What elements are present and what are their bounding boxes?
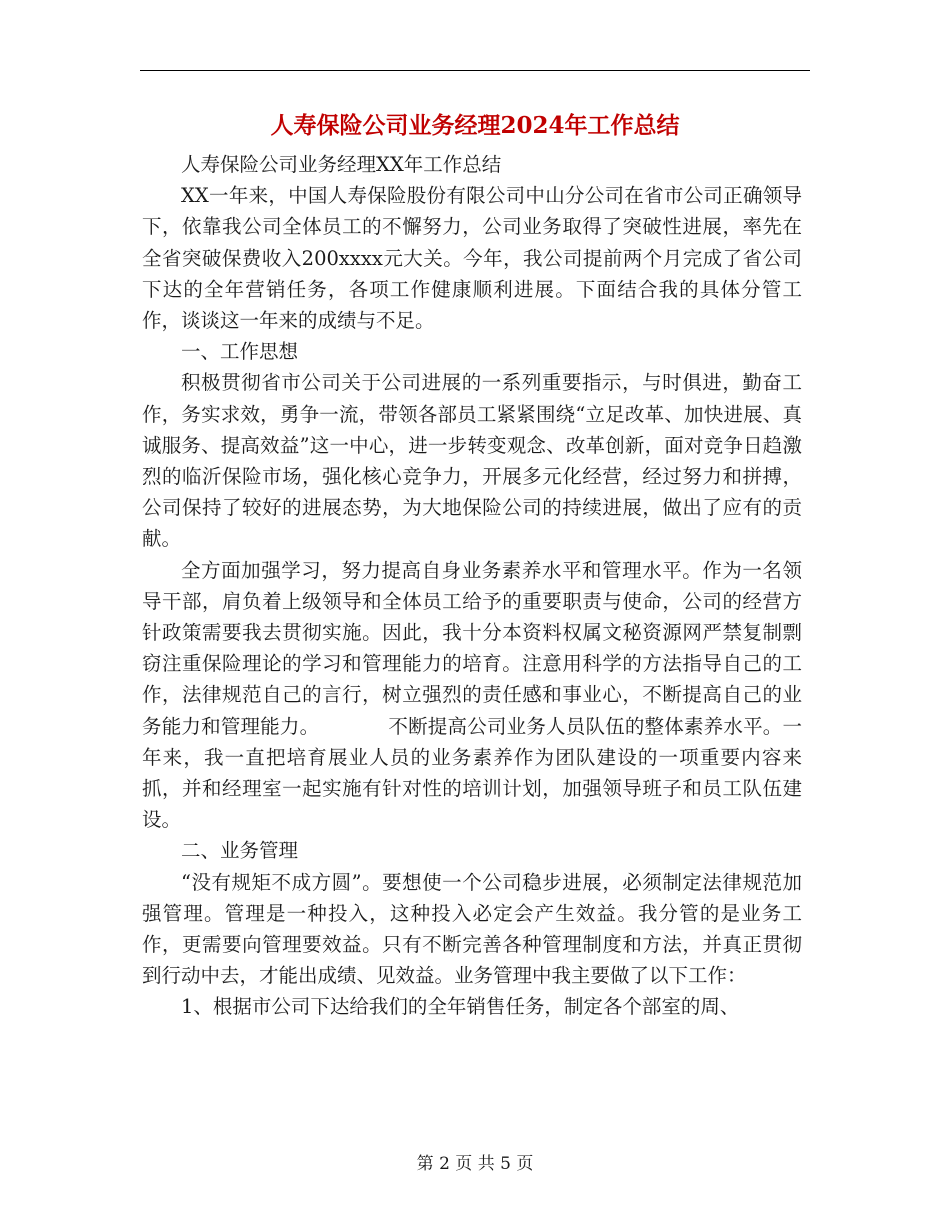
intro-paragraph: XX一年来，中国人寿保险股份有限公司中山分公司在省市公司正确领导下，依靠我公司全体员工的不懈努力，公司业务取得了突破性进展，率先在全省突破保费收入200xxxx元大关。今年，我公司提前两个月完成了省公司下达的全年营销任务，各项工作健康顺利进展。下面结合我的具体分管工作，谈谈这一年来的成绩与不足。	[142, 184, 802, 333]
list-item-paragraph: 1、根据市公司下达给我们的全年销售任务，制定各个部室的周、	[181, 995, 740, 1019]
document-title: 人寿保险公司业务经理2024年工作总结	[270, 112, 680, 139]
header-rule	[140, 70, 810, 71]
section-heading-business-management: 二、业务管理	[181, 839, 299, 863]
subtitle-paragraph: 人寿保险公司业务经理XX年工作总结	[181, 153, 502, 176]
body-paragraph: “没有规矩不成方圆”。要想使一个公司稳步进展，必须制定法律规范加强管理。管理是一种投入，这种投入必定会产生效益。我分管的是业务工作，更需要向管理要效益。只有不断完善各种管理制度和方法，并真正贯彻到行动中去，才能出成绩、见效益。业务管理中我主要做了以下工作：	[142, 870, 802, 988]
body-paragraph: 全方面加强学习，努力提高自身业务素养水平和管理水平。作为一名领导干部，肩负着上级领导和全体员工给予的重要职责与使命，公司的经营方针政策需要我去贯彻实施。因此，我十分本资料权属文秘资源网严禁复制剽窃注重保险理论的学习和管理能力的培育。注意用科学的方法指导自己的工作，法律规范自己的言行，树立强烈的责任感和事业心，不断提高自己的业务能力和管理能力。 不断提高公司业务人员队伍的整体素养水平。一年来，我一直把培育展业人员的业务素养作为团队建设的一项重要内容来抓，并和经理室一起实施有针对性的培训计划，加强领导班子和员工队伍建设。	[142, 558, 802, 832]
page-number: 第 2 页 共 5 页	[416, 1154, 534, 1174]
section-heading-work-thought: 一、工作思想	[181, 340, 299, 364]
body-paragraph: 积极贯彻省市公司关于公司进展的一系列重要指示，与时俱进，勤奋工作，务实求效，勇争一流，带领各部员工紧紧围绕“立足改革、加快进展、真诚服务、提高效益”这一中心，进一步转变观念、改革创新，面对竞争日趋激烈的临沂保险市场，强化核心竞争力，开展多元化经营，经过努力和拼搏，公司保持了较好的进展态势，为大地保险公司的持续进展，做出了应有的贡献。	[142, 371, 802, 551]
document-body	[142, 149, 802, 1023]
